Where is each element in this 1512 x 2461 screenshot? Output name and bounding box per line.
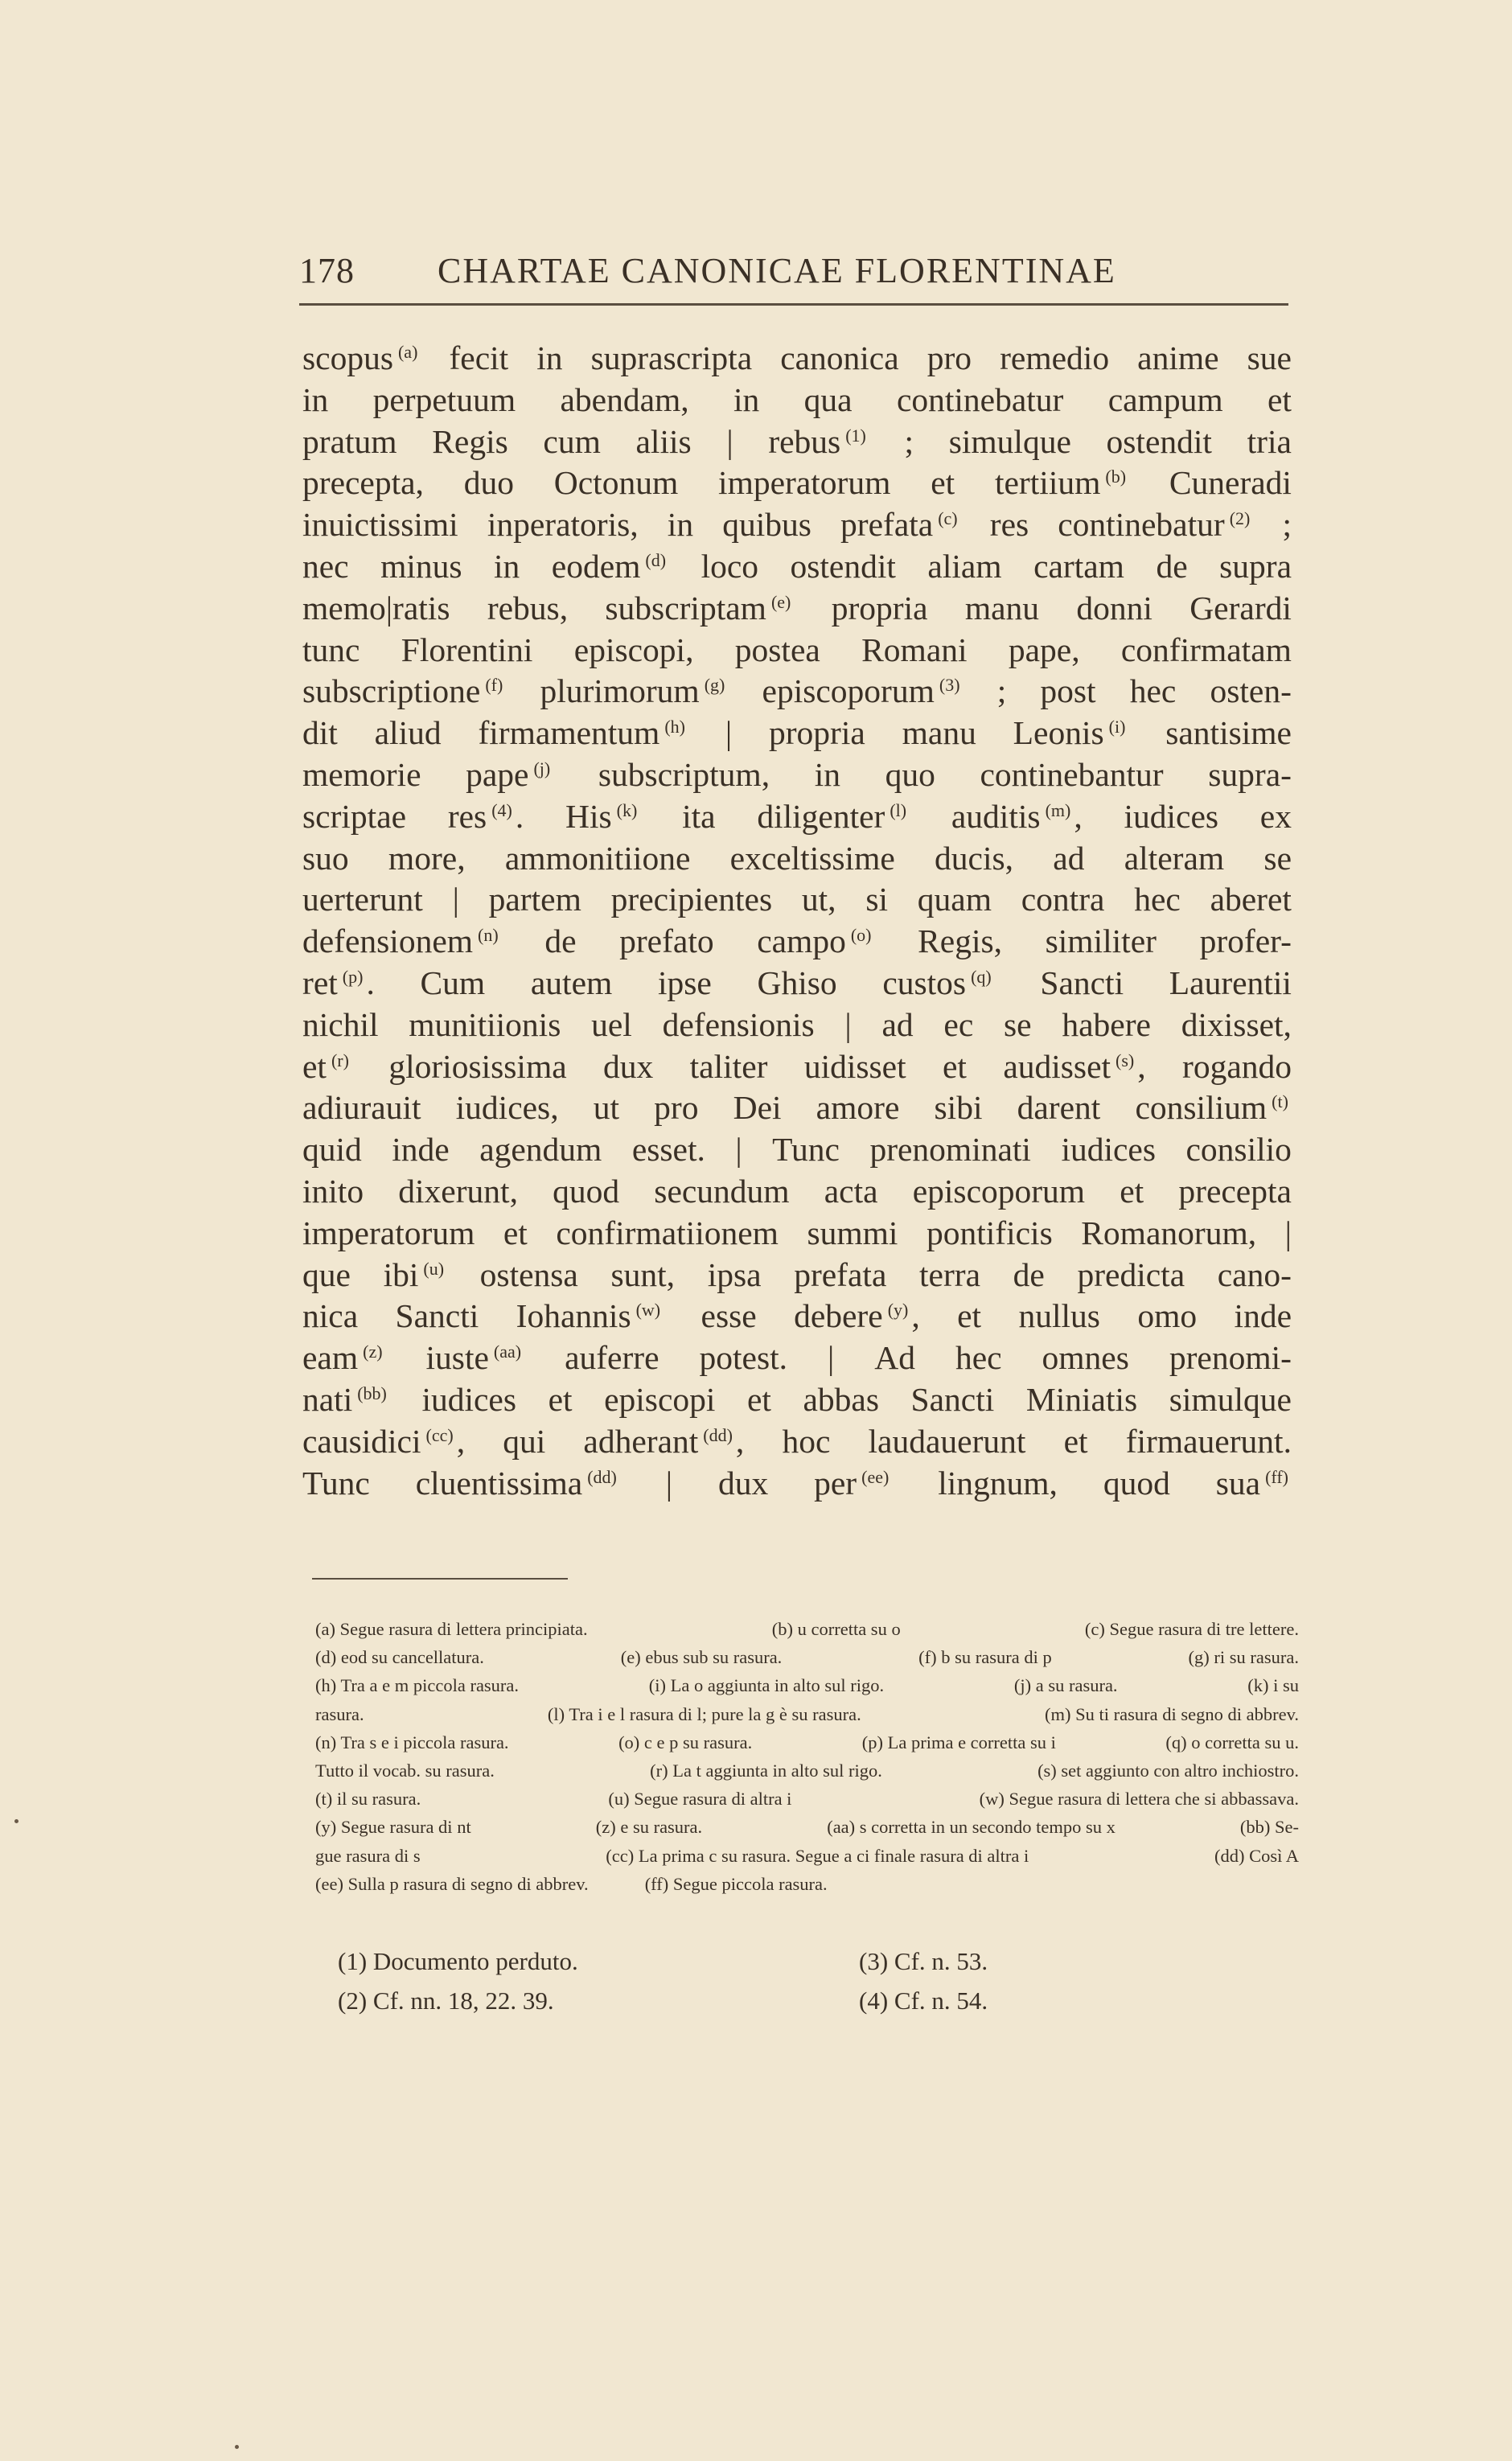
footnote: (3) Cf. n. 53. [859, 1947, 988, 1975]
text-line: precepta, duo Octonum imperatorum et tertiium $^{(b)}$ Cuneradi [302, 464, 1292, 502]
text-line: memo|ratis rebus, subscriptam $^{(e)}$ propria manu donni Gerardi [302, 589, 1292, 627]
text-line: quid inde agendum esset. | Tunc prenominati iudices consilio [302, 1131, 1292, 1169]
text-line: defensionem $^{(n)}$ de prefato campo $^{(o)}$ Regis, similiter profer- [302, 922, 1292, 960]
text-line: suo more, ammonitiione exceltissime ducis, ad alteram se [302, 839, 1292, 877]
apparatus-note: (aa) s corretta in un secondo tempo su x [827, 1817, 1116, 1838]
apparatus-note: (o) c e p su rasura. [618, 1732, 753, 1752]
apparatus-note: (u) Segue rasura di altra i [608, 1789, 792, 1810]
text-line: inuictissimi inperatoris, in quibus prefata $^{(c)}$ res continebatur $^{(2)}$ ; [302, 506, 1292, 544]
apparatus-note: (t) il su rasura. [315, 1789, 421, 1810]
text-line: eam $^{(z)}$ iuste $^{(aa)}$ auferre potest. | Ad hec omnes prenomi- [302, 1339, 1292, 1377]
text-line: dit aliud firmamentum $^{(h)}$ | propria manu Leonis $^{(i)}$ santisime [302, 714, 1292, 752]
apparatus-note: (f) b su rasura di p [918, 1647, 1052, 1668]
apparatus-note: Tutto il vocab. su rasura. [315, 1760, 495, 1781]
apparatus-note: (n) Tra s e i piccola rasura. [315, 1732, 509, 1752]
footnote-rule [312, 1578, 568, 1580]
page-number: 178 [299, 251, 355, 290]
paper-speck [14, 1819, 18, 1823]
apparatus-note: (dd) Così A [1214, 1845, 1299, 1866]
apparatus-line [315, 1700, 1299, 1728]
apparatus-note: (bb) Se- [1239, 1817, 1299, 1838]
apparatus-note: (g) ri su rasura. [1188, 1647, 1299, 1668]
apparatus-note: (w) Segue rasura di lettera che si abbassava. [979, 1789, 1299, 1810]
apparatus-note: rasura. [315, 1703, 364, 1724]
text-line: nec minus in eodem $^{(d)}$ loco ostendit aliam cartam de supra [302, 547, 1292, 585]
apparatus-note: (y) Segue rasura di nt [315, 1817, 471, 1838]
footnote: (4) Cf. n. 54. [859, 1986, 988, 2015]
apparatus-note: (h) Tra a e m piccola rasura. [315, 1675, 520, 1696]
apparatus-note: (z) e su rasura. [595, 1817, 703, 1838]
apparatus-line [315, 1842, 1299, 1870]
text-line: scriptae res $^{(4)}$. His $^{(k)}$ ita diligenter $^{(l)}$ auditis $^{(m)}$, iudices ex [302, 797, 1292, 835]
running-title: CHARTAE CANONICAE FLORENTINAE [438, 251, 1116, 290]
apparatus-note: (j) a su rasura. [1013, 1675, 1118, 1696]
apparatus-note: (m) Su ti rasura di segno di abbrev. [1045, 1703, 1299, 1724]
critical-apparatus [315, 1615, 1299, 1898]
apparatus-line [315, 1671, 1299, 1699]
text-line: nati $^{(bb)}$ iudices et episcopi et abbas Sancti Miniatis simulque [302, 1380, 1292, 1418]
apparatus-line [315, 1870, 1299, 1898]
apparatus-note: gue rasura di s [315, 1845, 421, 1866]
apparatus-note: (ee) Sulla p rasura di segno di abbrev. [315, 1873, 589, 1894]
apparatus-note: (cc) La prima c su rasura. Segue a ci finale rasura di altra i [606, 1845, 1029, 1866]
footnote-row [338, 1981, 1142, 2020]
apparatus-line [315, 1756, 1299, 1785]
apparatus-line [315, 1615, 1299, 1643]
apparatus-line [315, 1785, 1299, 1813]
apparatus-note: (r) La t aggiunta in alto sul rigo. [650, 1760, 882, 1781]
apparatus-note: (s) set aggiunto con altro inchiostro. [1037, 1760, 1299, 1781]
text-line: imperatorum et confirmatiionem summi pontificis Romanorum, | [302, 1214, 1292, 1251]
text-line: in perpetuum abendam, in qua continebatur campum et [302, 380, 1292, 418]
text-line: subscriptione $^{(f)}$ plurimorum $^{(g)}$ episcoporum $^{(3)}$ ; post hec osten- [302, 672, 1292, 710]
apparatus-note: (c) Segue rasura di tre lettere. [1084, 1619, 1299, 1639]
text-line: pratum Regis cum aliis | rebus $^{(1)}$ ; simulque ostendit tria [302, 422, 1292, 460]
apparatus-line [315, 1728, 1299, 1756]
apparatus-note: (l) Tra i e l rasura di l; pure la g è su rasura. [547, 1703, 861, 1724]
text-line: Tunc cluentissima $^{(dd)}$ | dux per $^{(ee)}$ lingnum, quod sua $^{(ff)}$ [302, 1464, 1288, 1502]
footnote: (2) Cf. nn. 18, 22. 39. [338, 1986, 554, 2015]
apparatus-note: (k) i su [1247, 1675, 1299, 1696]
footnote: (1) Documento perduto. [338, 1947, 578, 1975]
numbered-footnotes [338, 1941, 1142, 2020]
apparatus-note: (p) La prima e corretta su i [861, 1732, 1056, 1752]
text-line: tunc Florentini episcopi, postea Romani pape, confirmatam [302, 631, 1292, 668]
text-line: memorie pape $^{(j)}$ subscriptum, in quo continebantur supra- [302, 755, 1292, 793]
paper-speck [235, 2445, 239, 2449]
text-line: adiurauit iudices, ut pro Dei amore sibi darent consilium $^{(t)}$ [302, 1089, 1288, 1127]
apparatus-note: (b) u corretta su o [771, 1619, 901, 1639]
text-line: nichil munitiionis uel defensionis | ad ec se habere dixisset, [302, 1005, 1292, 1043]
footnote-row [338, 1941, 1142, 1981]
apparatus-note: (i) La o aggiunta in alto sul rigo. [648, 1675, 885, 1696]
text-line: et $^{(r)}$ gloriosissima dux taliter uidisset et audisset $^{(s)}$, rogando [302, 1047, 1292, 1085]
main-text [302, 338, 1292, 1504]
apparatus-note: (a) Segue rasura di lettera principiata. [315, 1619, 588, 1639]
apparatus-note: (e) ebus sub su rasura. [620, 1647, 783, 1668]
text-line: ret $^{(p)}$. Cum autem ipse Ghiso custos $^{(q)}$ Sancti Laurentii [302, 963, 1292, 1001]
text-line: causidici $^{(cc)}$, qui adherant $^{(dd)}$, hoc laudauerunt et firmauerunt. [302, 1422, 1292, 1460]
text-line: scopus $^{(a)}$ fecit in suprascripta canonica pro remedio anime sue [302, 339, 1292, 376]
apparatus-note: (d) eod su cancellatura. [315, 1647, 484, 1668]
page-header [299, 245, 1288, 306]
apparatus-note: (ff) Segue piccola rasura. [644, 1873, 828, 1894]
apparatus-line [315, 1813, 1299, 1841]
apparatus-line [315, 1643, 1299, 1671]
text-line: nica Sancti Iohannis $^{(w)}$ esse debere $^{(y)}$, et nullus omo inde [302, 1297, 1292, 1335]
text-line: que ibi $^{(u)}$ ostensa sunt, ipsa prefata terra de predicta cano- [302, 1255, 1292, 1293]
apparatus-note: (q) o corretta su u. [1165, 1732, 1299, 1752]
text-line: inito dixerunt, quod secundum acta episcoporum et precepta [302, 1172, 1292, 1210]
text-line: uerterunt | partem precipientes ut, si quam contra hec aberet [302, 881, 1292, 918]
